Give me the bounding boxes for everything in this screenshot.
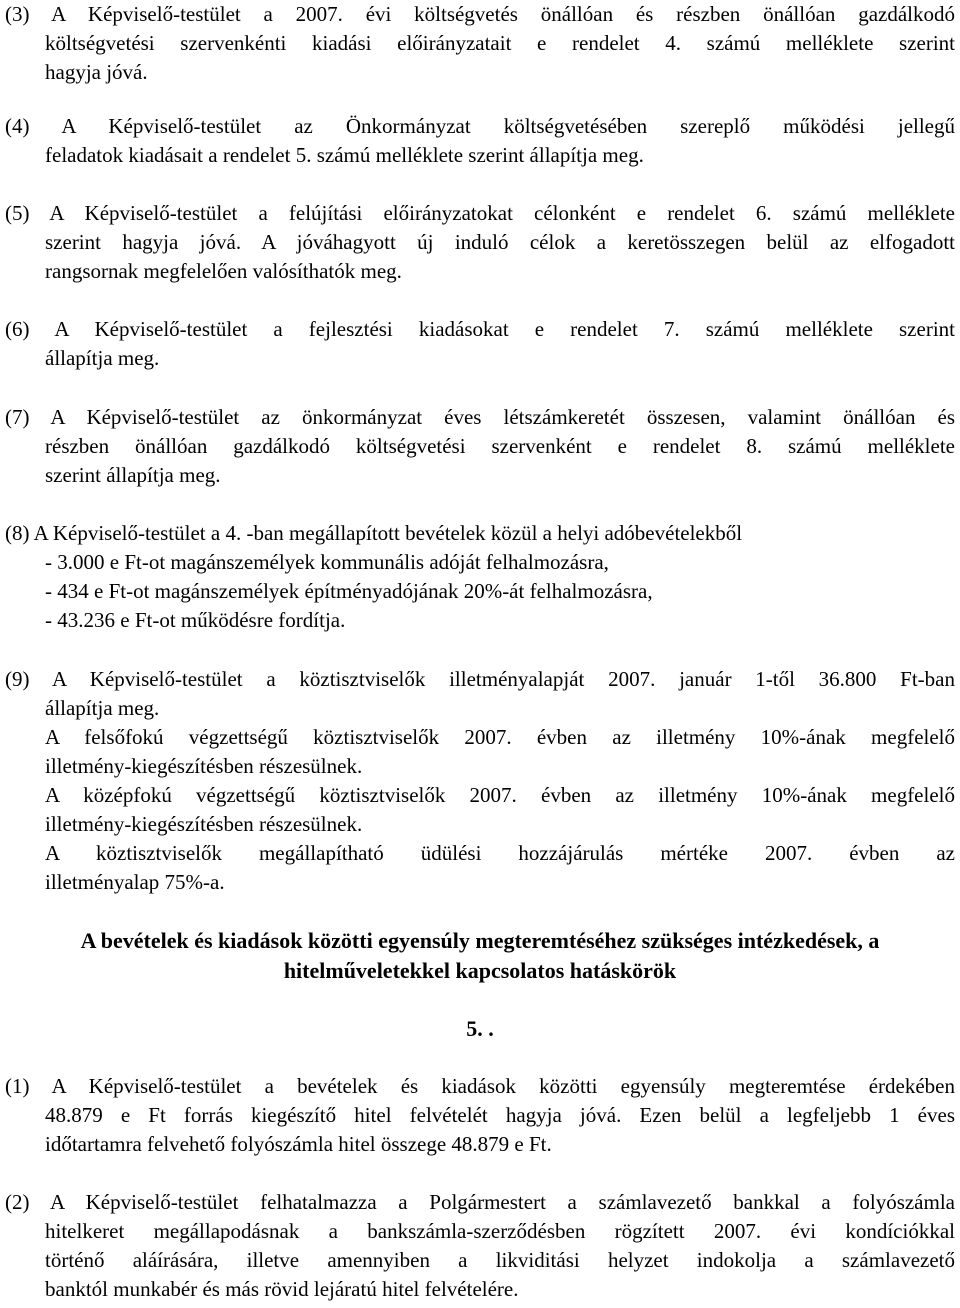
- heading-line-1: A bevételek és kiadások közötti egyensúly megteremtéséhez szükséges intézkedések, a: [80, 928, 880, 953]
- paragraph-line: állapítja meg.: [45, 696, 160, 720]
- paragraph-line: szerint állapítja meg.: [45, 463, 221, 487]
- paragraph-line: A felsőfokú végzettségű köztisztviselők 2007. évben az illetmény 10%-ának megfelelő: [45, 725, 955, 749]
- paragraph-5: [5, 199, 955, 286]
- paragraph-line: részben önállóan gazdálkodó költségvetési szervenként e rendelet 8. számú melléklete: [45, 434, 955, 458]
- paragraph-line: illetményalap 75%-a.: [45, 870, 225, 894]
- paragraph-line: (8) A Képviselő-testület a 4. -ban megállapított bevételek közül a helyi adóbevételekből: [5, 521, 743, 545]
- paragraph-line: (9) A Képviselő-testület a köztisztviselők illetményalapját 2007. január 1-től 36.800 Ft-ban: [5, 667, 955, 691]
- paragraph-line: - 434 e Ft-ot magánszemélyek építményadójának 20%-át felhalmozásra,: [45, 579, 653, 603]
- paragraph-line: A középfokú végzettségű köztisztviselők 2007. évben az illetmény 10%-ának megfelelő: [45, 783, 955, 807]
- paragraph-line: 48.879 e Ft forrás kiegészítő hitel felvételét hagyja jóvá. Ezen belül a legfeljebb 1 éves: [45, 1103, 955, 1127]
- paragraph-5-2: [5, 1188, 955, 1304]
- paragraph-8: [5, 519, 955, 635]
- paragraph-line: (1) A Képviselő-testület a bevételek és kiadások közötti egyensúly megteremtése érdekében: [5, 1074, 955, 1098]
- paragraph-4: [5, 112, 955, 170]
- section-number: 5. .: [466, 1016, 494, 1041]
- paragraph-line: állapítja meg.: [45, 346, 160, 370]
- paragraph-line: (7) A Képviselő-testület az önkormányzat éves létszámkeretét összesen, valamint önállóan és: [5, 405, 955, 429]
- paragraph-line: hitelkeret megállapodásnak a bankszámla-szerződésben rögzített 2007. évi kondíciókkal: [45, 1219, 955, 1243]
- paragraph-line: költségvetési szervenkénti kiadási előirányzatait e rendelet 4. számú melléklete szerint: [45, 31, 955, 55]
- paragraph-line: (5) A Képviselő-testület a felújítási előirányzatokat célonként e rendelet 6. számú melléklete: [5, 201, 955, 225]
- paragraph-line: banktól munkabér és más rövid lejáratú hitel felvételére.: [45, 1277, 519, 1301]
- section-heading: [0, 926, 960, 986]
- paragraph-9: [5, 665, 955, 897]
- paragraph-line: (2) A Képviselő-testület felhatalmazza a Polgármestert a számlavezető bankkal a folyószámla: [5, 1190, 955, 1214]
- heading-line-2: hitelműveletekkel kapcsolatos hatáskörök: [283, 958, 677, 983]
- paragraph-5-1: [5, 1072, 955, 1159]
- paragraph-line: illetmény-kiegészítésben részesülnek.: [45, 812, 363, 836]
- paragraph-line: feladatok kiadásait a rendelet 5. számú melléklete szerint állapítja meg.: [45, 143, 644, 167]
- paragraph-line: szerint hagyja jóvá. A jóváhagyott új induló célok a keretösszegen belül az elfogadott: [45, 230, 955, 254]
- paragraph-line: történő aláírására, illetve amennyiben a likviditási helyzet indokolja a számlavezető: [45, 1248, 955, 1272]
- paragraph-3: [5, 0, 955, 87]
- paragraph-line: (4) A Képviselő-testület az Önkormányzat költségvetésében szereplő működési jellegű: [5, 114, 955, 138]
- paragraph-line: (6) A Képviselő-testület a fejlesztési kiadásokat e rendelet 7. számú melléklete szerint: [5, 317, 955, 341]
- paragraph-line: - 3.000 e Ft-ot magánszemélyek kommunális adóját felhalmozásra,: [45, 550, 609, 574]
- paragraph-line: A köztisztviselők megállapítható üdülési hozzájárulás mértéke 2007. évben az: [45, 841, 955, 865]
- paragraph-line: - 43.236 e Ft-ot működésre fordítja.: [45, 608, 346, 632]
- paragraph-line: rangsornak megfelelően valósíthatók meg.: [45, 259, 402, 283]
- paragraph-6: [5, 315, 955, 373]
- paragraph-line: időtartamra felvehető folyószámla hitel összege 48.879 e Ft.: [45, 1132, 552, 1156]
- paragraph-7: [5, 403, 955, 490]
- paragraph-line: (3) A Képviselő-testület a 2007. évi költségvetés önállóan és részben önállóan gazdálkodó: [5, 2, 955, 26]
- paragraph-line: illetmény-kiegészítésben részesülnek.: [45, 754, 363, 778]
- paragraph-line: hagyja jóvá.: [45, 60, 148, 84]
